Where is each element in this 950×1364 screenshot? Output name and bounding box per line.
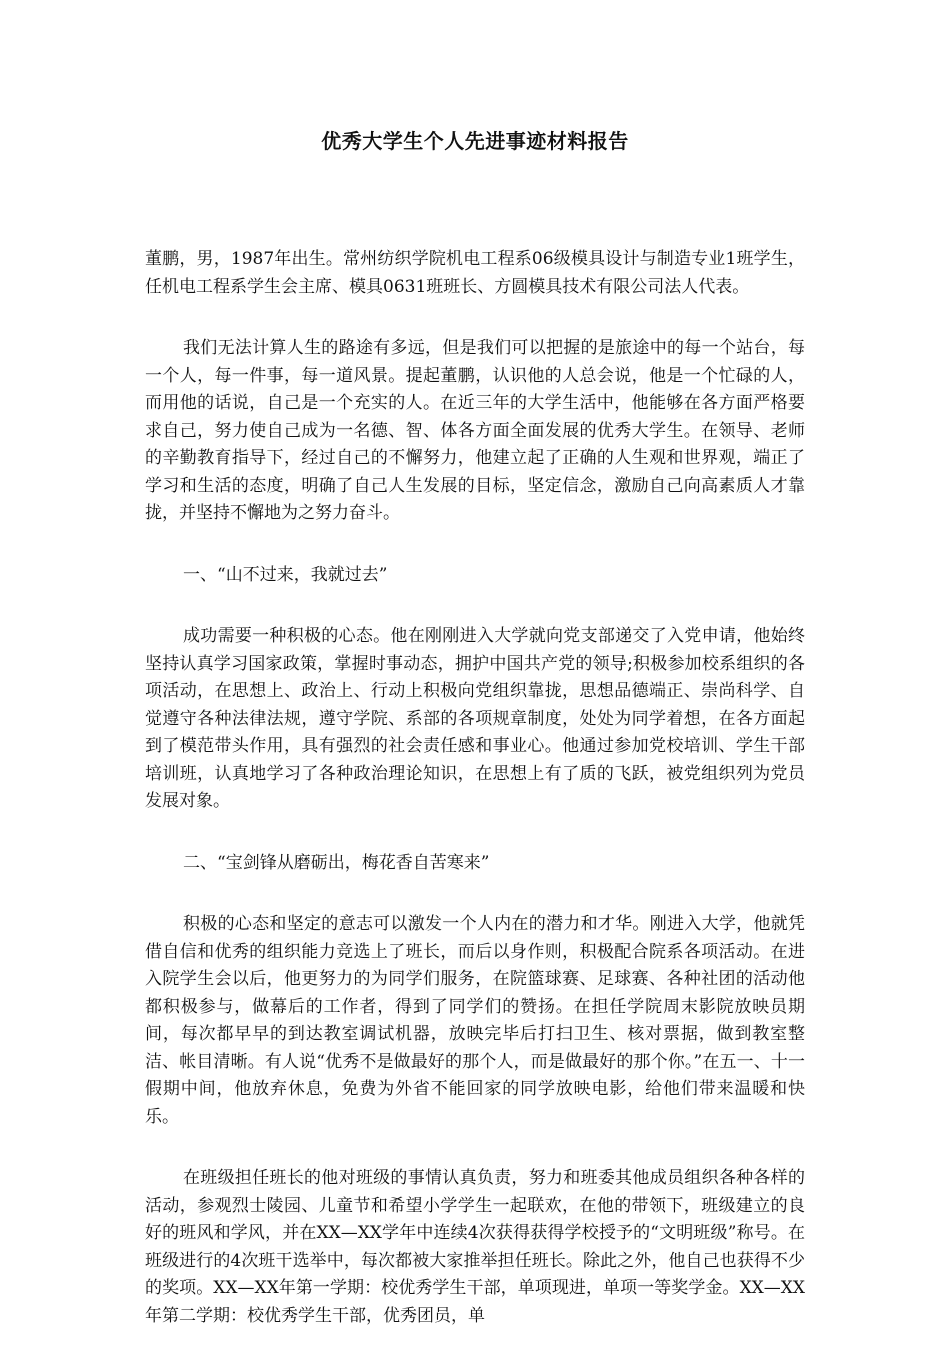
intro-paragraph: 董鹏，男，1987年出生。常州纺织学院机电工程系06级模具设计与制造专业1班学生，任机电工程系学生会主席、模具0631班班长、方圆模具技术有限公司法人代表。 [145,249,805,297]
body-paragraph: 我们无法计算人生的路途有多远，但是我们可以把握的是旅途中的每一个站台，每一个人，每一件事，每一道风景。提起董鹏，认识他的人总会说，他是一个忙碌的人，而用他的话说，自己是一个充实的人。在近三年的大学生活中，他能够在各方面严格要求自己，努力使自己成为一名德、智、体各方面全面发展的优秀大学生。在领导、老师的辛勤教育指导下，经过自己的不懈努力，他建立起了正确的人生观和世界观，端正了学习和生活的态度，明确了自己人生发展的目标，坚定信念，激励自己向高素质人才靠拢，并坚持不懈地为之努力奋斗。 [145,338,805,523]
section-heading-1: 一、“山不过来，我就过去” [183,564,388,585]
body-paragraph: 积极的心态和坚定的意志可以激发一个人内在的潜力和才华。刚进入大学，他就凭借自信和优秀的组织能力竞选上了班长，而后以身作则，积极配合院系各项活动。在进入院学生会以后，他更努力的为同学们服务，在院篮球赛、足球赛、各种社团的活动他都积极参与，做幕后的工作者，得到了同学们的赞扬。在担任学院周末影院放映员期间，每次都早早的到达教室调试机器，放映完毕后打扫卫生、核对票据，做到教室整洁、帐目清晰。有人说“优秀不是做最好的那个人，而是做最好的那个你。”在五一、十一假期中间，他放弃休息，免费为外省不能回家的同学放映电影，给他们带来温暖和快乐。 [145,914,805,1127]
body-paragraph: 成功需要一种积极的心态。他在刚刚进入大学就向党支部递交了入党申请，他始终坚持认真学习国家政策，掌握时事动态，拥护中国共产党的领导;积极参加校系组织的各项活动，在思想上、政治上、行动上积极向党组织靠拢，思想品德端正、崇尚科学、自觉遵守各种法律法规，遵守学院、系部的各项规章制度，处处为同学着想，在各方面起到了模范带头作用，具有强烈的社会责任感和事业心。他通过参加党校培训、学生干部培训班，认真地学习了各种政治理论知识，在思想上有了质的飞跃，被党组织列为党员发展对象。 [145,626,805,811]
body-paragraph: 在班级担任班长的他对班级的事情认真负责，努力和班委其他成员组织各种各样的活动，参观烈士陵园、儿童节和希望小学学生一起联欢，在他的带领下，班级建立的良好的班风和学风，并在XX—XX学年中连续4次获得获得学校授予的“文明班级”称号。在班级进行的4次班干选举中，每次都被大家推举担任班长。除此之外，他自己也获得不少的奖项。XX—XX年第一学期：校优秀学生干部，单项现进，单项一等奖学金。XX—XX年第二学期：校优秀学生干部，优秀团员，单 [145,1168,805,1326]
document-body [145,246,805,1364]
document-title: 优秀大学生个人先进事迹材料报告 [321,129,629,153]
section-heading-2: 二、“宝剑锋从磨砺出，梅花香自苦寒来” [183,852,490,873]
